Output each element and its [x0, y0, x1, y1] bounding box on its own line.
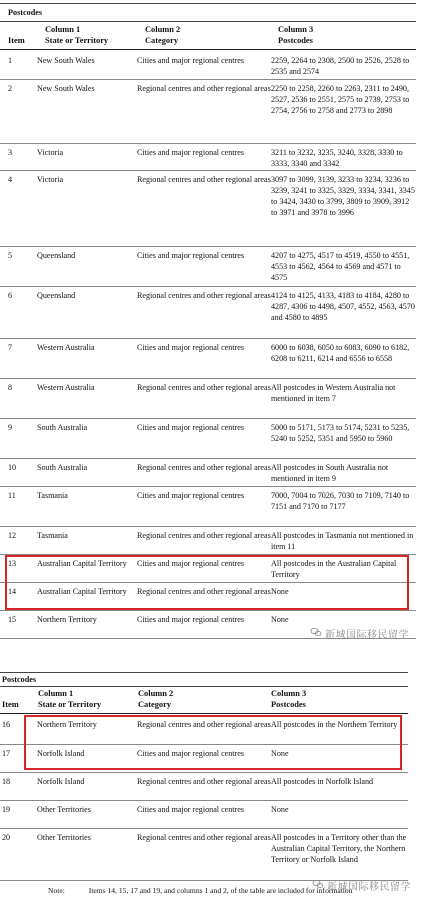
row-postcodes: All postcodes in the Australian Capital Territory: [271, 554, 416, 582]
row-item: 9: [0, 418, 37, 458]
row-category: Regional centres and other regional areas: [137, 286, 271, 338]
table-title: Postcodes: [2, 675, 37, 684]
row-postcodes: 2259, 2264 to 2308, 2500 to 2526, 2528 to 2535 and 2574: [271, 52, 416, 79]
row-state: New South Wales: [37, 79, 137, 143]
row-category: Cities and major regional centres: [137, 554, 271, 582]
row-category: Regional centres and other regional areas: [137, 582, 271, 610]
bottom-table-body: [0, 716, 408, 881]
row-state: Northern Territory: [37, 716, 137, 744]
watermark: [312, 878, 411, 893]
row-item: 17: [0, 744, 37, 772]
note-text: Items 14, 15, 17 and 19, and columns 1 and 2, of the table are included for information: [88, 886, 353, 895]
row-postcodes: 6000 to 6038, 6050 to 6083, 6090 to 6182, 6208 to 6211, 6214 and 6556 to 6558: [271, 338, 416, 378]
row-postcodes: All postcodes in the Northern Territory: [271, 716, 408, 744]
table-row: [0, 79, 416, 143]
row-category: Regional centres and other regional areas: [137, 458, 271, 486]
row-category: Regional centres and other regional areas: [137, 716, 271, 744]
table-row: [0, 246, 416, 286]
row-postcodes: 3211 to 3232, 3235, 3240, 3328, 3330 to 3333, 3340 and 3342: [271, 143, 416, 170]
row-category: Cities and major regional centres: [137, 610, 271, 638]
table-row: [0, 716, 408, 744]
table-row: [0, 418, 416, 458]
table-row: [0, 486, 416, 526]
watermark: [310, 626, 409, 641]
table-row: [0, 286, 416, 338]
row-item: 19: [0, 800, 37, 828]
row-postcodes: 7000, 7004 to 7026, 7030 to 7109, 7140 to 7151 and 7170 to 7177: [271, 486, 416, 526]
table-row: [0, 143, 416, 170]
row-postcodes: 2250 to 2258, 2260 to 2263, 2311 to 2490, 2527, 2536 to 2551, 2575 to 2739, 2753 to 2754, 2756 to 2758 and 2773 to 2898: [271, 79, 416, 143]
table-row: [0, 772, 408, 800]
row-item: 10: [0, 458, 37, 486]
row-state: New South Wales: [37, 52, 137, 79]
table-row: [0, 458, 416, 486]
table-row: [0, 378, 416, 418]
wechat-icon: [312, 878, 324, 893]
row-category: Cities and major regional centres: [137, 338, 271, 378]
column-header-item: Item: [8, 36, 25, 45]
row-state: Queensland: [37, 286, 137, 338]
column-header-col3: Column 3 Postcodes: [278, 25, 314, 45]
row-state: Northern Territory: [37, 610, 137, 638]
row-postcodes: None: [271, 800, 408, 828]
row-item: 12: [0, 526, 37, 554]
row-state: Victoria: [37, 143, 137, 170]
table-note: [48, 886, 353, 896]
row-postcodes: All postcodes in a Territory other than the Australian Capital Territory, the Northern Territory or Norfolk Island: [271, 828, 408, 880]
row-item: 16: [0, 716, 37, 744]
note-label: Note:: [48, 886, 65, 895]
row-item: 20: [0, 828, 37, 880]
row-postcodes: All postcodes in Tasmania not mentioned in item 11: [271, 526, 416, 554]
row-category: Regional centres and other regional areas: [137, 526, 271, 554]
row-state: Queensland: [37, 246, 137, 286]
row-item: 7: [0, 338, 37, 378]
column-header-col1: Column 1 State or Territory: [38, 689, 102, 709]
table-top-rule: [0, 672, 408, 673]
table-row: [0, 526, 416, 554]
table-title-rule: [0, 686, 408, 687]
row-state: South Australia: [37, 418, 137, 458]
row-category: Cities and major regional centres: [137, 800, 271, 828]
row-postcodes: All postcodes in Western Australia not mentioned in item 7: [271, 378, 416, 418]
wechat-icon: [310, 626, 322, 641]
column-header-col2: Column 2 Category: [145, 25, 181, 45]
table-row: [0, 744, 408, 772]
table-row: [0, 170, 416, 246]
row-item: 18: [0, 772, 37, 800]
row-postcodes: None: [271, 610, 416, 638]
column-header-item: Item: [2, 700, 19, 709]
row-state: Other Territories: [37, 828, 137, 880]
row-category: Regional centres and other regional areas: [137, 170, 271, 246]
row-category: Cities and major regional centres: [137, 143, 271, 170]
table-title-rule: [0, 21, 416, 22]
row-item: 1: [0, 52, 37, 79]
row-state: Western Australia: [37, 378, 137, 418]
row-item: 13: [0, 554, 37, 582]
table-row: [0, 800, 408, 828]
row-category: Cities and major regional centres: [137, 486, 271, 526]
row-postcodes: None: [271, 744, 408, 772]
row-category: Cities and major regional centres: [137, 418, 271, 458]
row-state: Australian Capital Territory: [37, 582, 137, 610]
column-header-col1: Column 1 State or Territory: [45, 25, 109, 45]
row-state: South Australia: [37, 458, 137, 486]
row-item: 3: [0, 143, 37, 170]
row-state: Tasmania: [37, 486, 137, 526]
row-postcodes: 3097 to 3099, 3139, 3233 to 3234, 3236 to 3239, 3241 to 3325, 3329, 3334, 3341, 3345 to 3424, 3430 to 3799, 3809 to 3909, 3912 to 3971 and 3978 to 3996: [271, 170, 416, 246]
table-row: [0, 554, 416, 582]
table-row: [0, 828, 408, 880]
row-postcodes: All postcodes in South Australia not mentioned in item 9: [271, 458, 416, 486]
row-category: Cities and major regional centres: [137, 52, 271, 79]
top-table-body: [0, 52, 416, 639]
column-header-col2: Column 2 Category: [138, 689, 174, 709]
row-item: 8: [0, 378, 37, 418]
row-postcodes: All postcodes in Norfolk Island: [271, 772, 408, 800]
row-state: Tasmania: [37, 526, 137, 554]
watermark-text: 新城国际移民留学: [327, 882, 411, 893]
table-row: [0, 338, 416, 378]
table-title: Postcodes: [8, 8, 43, 17]
row-state: Other Territories: [37, 800, 137, 828]
row-category: Regional centres and other regional areas: [137, 828, 271, 880]
row-postcodes: None: [271, 582, 416, 610]
row-item: 4: [0, 170, 37, 246]
row-item: 5: [0, 246, 37, 286]
table-row: [0, 52, 416, 79]
header-rule: [0, 713, 408, 714]
row-category: Regional centres and other regional areas: [137, 772, 271, 800]
row-state: Norfolk Island: [37, 744, 137, 772]
row-category: Cities and major regional centres: [137, 744, 271, 772]
row-category: Regional centres and other regional areas: [137, 79, 271, 143]
table-row: [0, 582, 416, 610]
row-item: 14: [0, 582, 37, 610]
row-state: Victoria: [37, 170, 137, 246]
postcodes-table-bottom: [0, 640, 424, 900]
column-header-col3: Column 3 Postcodes: [271, 689, 307, 709]
row-category: Cities and major regional centres: [137, 246, 271, 286]
row-item: 6: [0, 286, 37, 338]
row-category: Regional centres and other regional areas: [137, 378, 271, 418]
watermark-text: 新城国际移民留学: [325, 630, 409, 641]
row-item: 15: [0, 610, 37, 638]
row-item: 11: [0, 486, 37, 526]
row-postcodes: 4207 to 4275, 4517 to 4519, 4550 to 4551, 4553 to 4562, 4564 to 4569 and 4571 to 4575: [271, 246, 416, 286]
row-state: Western Australia: [37, 338, 137, 378]
row-postcodes: 4124 to 4125, 4133, 4183 to 4184, 4280 to 4287, 4306 to 4498, 4507, 4552, 4563, 4570 and 4580 to 4895: [271, 286, 416, 338]
row-postcodes: 5000 to 5171, 5173 to 5174, 5231 to 5235, 5240 to 5252, 5351 and 5950 to 5960: [271, 418, 416, 458]
row-state: Norfolk Island: [37, 772, 137, 800]
header-rule: [0, 49, 416, 50]
row-state: Australian Capital Territory: [37, 554, 137, 582]
table-top-rule: [0, 3, 416, 4]
row-item: 2: [0, 79, 37, 143]
